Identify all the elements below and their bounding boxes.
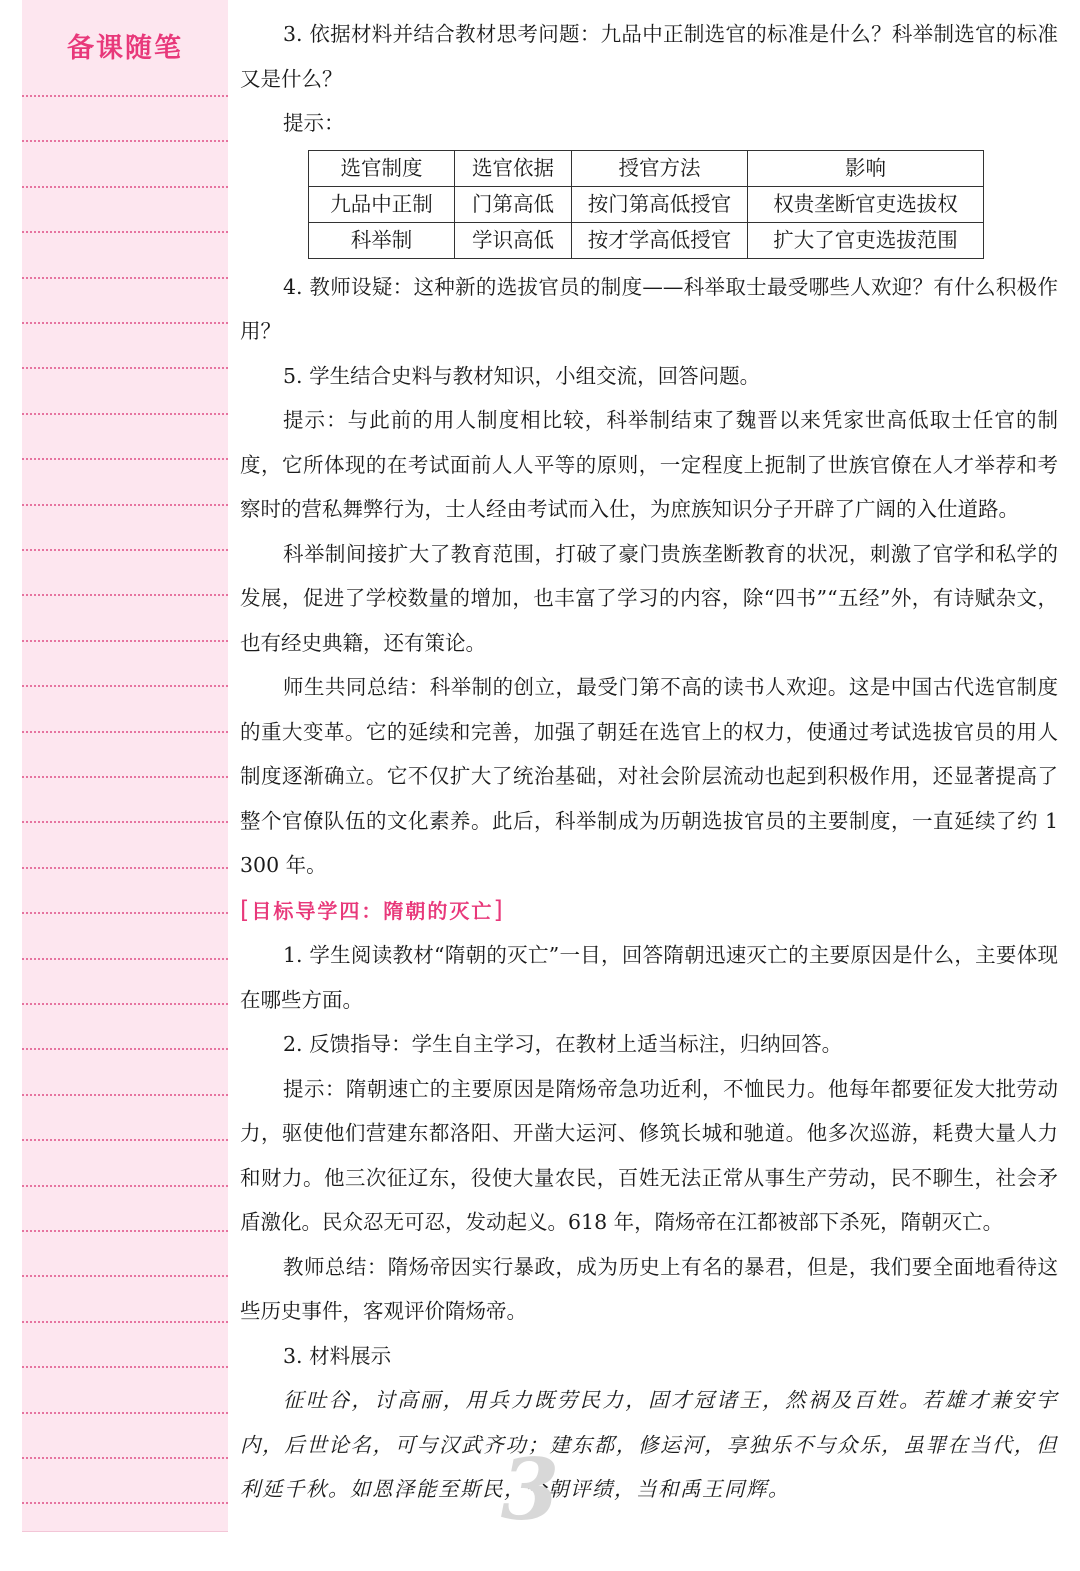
question-3: 3. 依据材料并结合教材思考问题：九品中正制选官的标准是什么？科举制选官的标准又是什么？ bbox=[240, 22, 1058, 91]
ruled-line bbox=[22, 1457, 228, 1459]
question-1: 1. 学生阅读教材“隋朝的灭亡”一目，回答隋朝迅速灭亡的主要原因是什么，主要体现在哪些方面。 bbox=[240, 943, 1058, 1012]
ruled-line bbox=[22, 140, 228, 142]
main-content bbox=[240, 12, 1058, 1512]
ruled-line bbox=[22, 1139, 228, 1141]
ruled-line bbox=[22, 458, 228, 460]
table-cell: 按才学高低授官 bbox=[572, 222, 748, 258]
table-row bbox=[309, 186, 984, 222]
table-header-cell: 选官依据 bbox=[455, 150, 572, 186]
table-cell: 按门第高低授官 bbox=[572, 186, 748, 222]
notes-sidebar bbox=[22, 0, 228, 1531]
ruled-line bbox=[22, 1321, 228, 1323]
ruled-line bbox=[22, 731, 228, 733]
ruled-line bbox=[22, 186, 228, 188]
sidebar-bottom-rule bbox=[22, 1531, 228, 1532]
page-number: 3 bbox=[500, 1440, 560, 1539]
ruled-line bbox=[22, 367, 228, 369]
hint-label: 提示： bbox=[283, 111, 345, 135]
ruled-line bbox=[22, 549, 228, 551]
ruled-line bbox=[22, 413, 228, 415]
ruled-line bbox=[22, 277, 228, 279]
sidebar-title: 备课随笔 bbox=[67, 33, 183, 64]
ruled-line bbox=[22, 958, 228, 960]
ruled-line bbox=[22, 322, 228, 324]
ruled-line bbox=[22, 821, 228, 823]
hint-paragraph: 提示：与此前的用人制度相比较，科举制结束了魏晋以来凭家世高低取士任官的制度，它所体现的在考试面前人人平等的原则，一定程度上扼制了世族官僚在人才举荐和考察时的营私舞弊行为，士人经由考试而入仕，为庶族知识分子开辟了广阔的入仕道路。 bbox=[240, 408, 1058, 521]
ruled-line bbox=[22, 685, 228, 687]
step-2: 2. 反馈指导：学生自主学习，在教材上适当标注，归纳回答。 bbox=[283, 1032, 843, 1056]
bracket-left: [ bbox=[240, 895, 252, 924]
table-header-row bbox=[309, 150, 984, 186]
ruled-line bbox=[22, 504, 228, 506]
ruled-line bbox=[22, 1275, 228, 1277]
ruled-line bbox=[22, 95, 228, 97]
ruled-line bbox=[22, 1048, 228, 1050]
table-cell: 九品中正制 bbox=[309, 186, 455, 222]
ruled-line bbox=[22, 1502, 228, 1504]
hint-paragraph: 提示：隋朝速亡的主要原因是隋炀帝急功近利，不恤民力。他每年都要征发大批劳动力，驱使他们营建东都洛阳、开凿大运河、修筑长城和驰道。他多次巡游，耗费大量人力和财力。他三次征辽东，役使大量农民，百姓无法正常从事生产劳动，民不聊生，社会矛盾激化。民众忍无可忍，发动起义。618 年，隋炀帝在江都被部下杀死，隋朝灭亡。 bbox=[240, 1076, 1058, 1234]
table-header-cell: 影响 bbox=[748, 150, 984, 186]
table-cell: 学识高低 bbox=[455, 222, 572, 258]
ruled-line bbox=[22, 640, 228, 642]
ruled-line bbox=[22, 231, 228, 233]
table-cell: 科举制 bbox=[309, 222, 455, 258]
teacher-summary: 教师总结：隋炀帝因实行暴政，成为历史上有名的暴君，但是，我们要全面地看待这些历史事件，客观评价隋炀帝。 bbox=[240, 1254, 1058, 1323]
ruled-line bbox=[22, 776, 228, 778]
ruled-line bbox=[22, 1094, 228, 1096]
material-quote: 征吐谷，讨高丽，用兵力既劳民力，固才冠诸王，然祸及百姓。若雄才兼安宇内，后世论名，可与汉武齐功；建东都，修运河，享独乐不与众乐，虽罪在当代，但利延千秋。如恩泽能至斯民，今朝评绩，当和禹王同辉。 bbox=[240, 1388, 1058, 1501]
ruled-line bbox=[22, 1230, 228, 1232]
material-heading: 3. 材料展示 bbox=[283, 1343, 392, 1368]
ruled-line bbox=[22, 1366, 228, 1368]
ruled-line bbox=[22, 1412, 228, 1414]
step-5: 5. 学生结合史料与教材知识，小组交流，回答问题。 bbox=[283, 363, 761, 388]
comparison-table bbox=[308, 150, 984, 259]
paragraph: 科举制间接扩大了教育范围，打破了豪门贵族垄断教育的状况，刺激了官学和私学的发展，促进了学校数量的增加，也丰富了学习的内容，除“四书”“五经”外，有诗赋杂文，也有经史典籍，还有策论。 bbox=[240, 541, 1058, 655]
section-title: 目标导学四：隋朝的灭亡 bbox=[251, 898, 494, 923]
table-header-cell: 授官方法 bbox=[572, 150, 748, 186]
table-cell: 门第高低 bbox=[455, 186, 572, 222]
section-heading bbox=[240, 888, 1058, 934]
table-header-cell: 选官制度 bbox=[309, 150, 455, 186]
question-4: 4. 教师设疑：这种新的选拔官员的制度——科举取士最受哪些人欢迎？有什么积极作用？ bbox=[240, 274, 1058, 343]
bracket-right: ] bbox=[493, 895, 505, 924]
ruled-line bbox=[22, 1003, 228, 1005]
ruled-line bbox=[22, 867, 228, 869]
summary-paragraph: 师生共同总结：科举制的创立，最受门第不高的读书人欢迎。这是中国古代选官制度的重大变革。它的延续和完善，加强了朝廷在选官上的权力，使通过考试选拔官员的用人制度逐渐确立。它不仅扩大了统治基础，对社会阶层流动也起到积极作用，还显著提高了整个官僚队伍的文化素养。此后，科举制成为历朝选拔官员的主要制度，一直延续了约 1 300 年。 bbox=[240, 675, 1058, 877]
table-cell: 权贵垄断官吏选拔权 bbox=[748, 186, 984, 222]
table-row bbox=[309, 222, 984, 258]
table-cell: 扩大了官吏选拔范围 bbox=[748, 222, 984, 258]
ruled-line bbox=[22, 912, 228, 914]
ruled-line bbox=[22, 594, 228, 596]
ruled-line bbox=[22, 1185, 228, 1187]
